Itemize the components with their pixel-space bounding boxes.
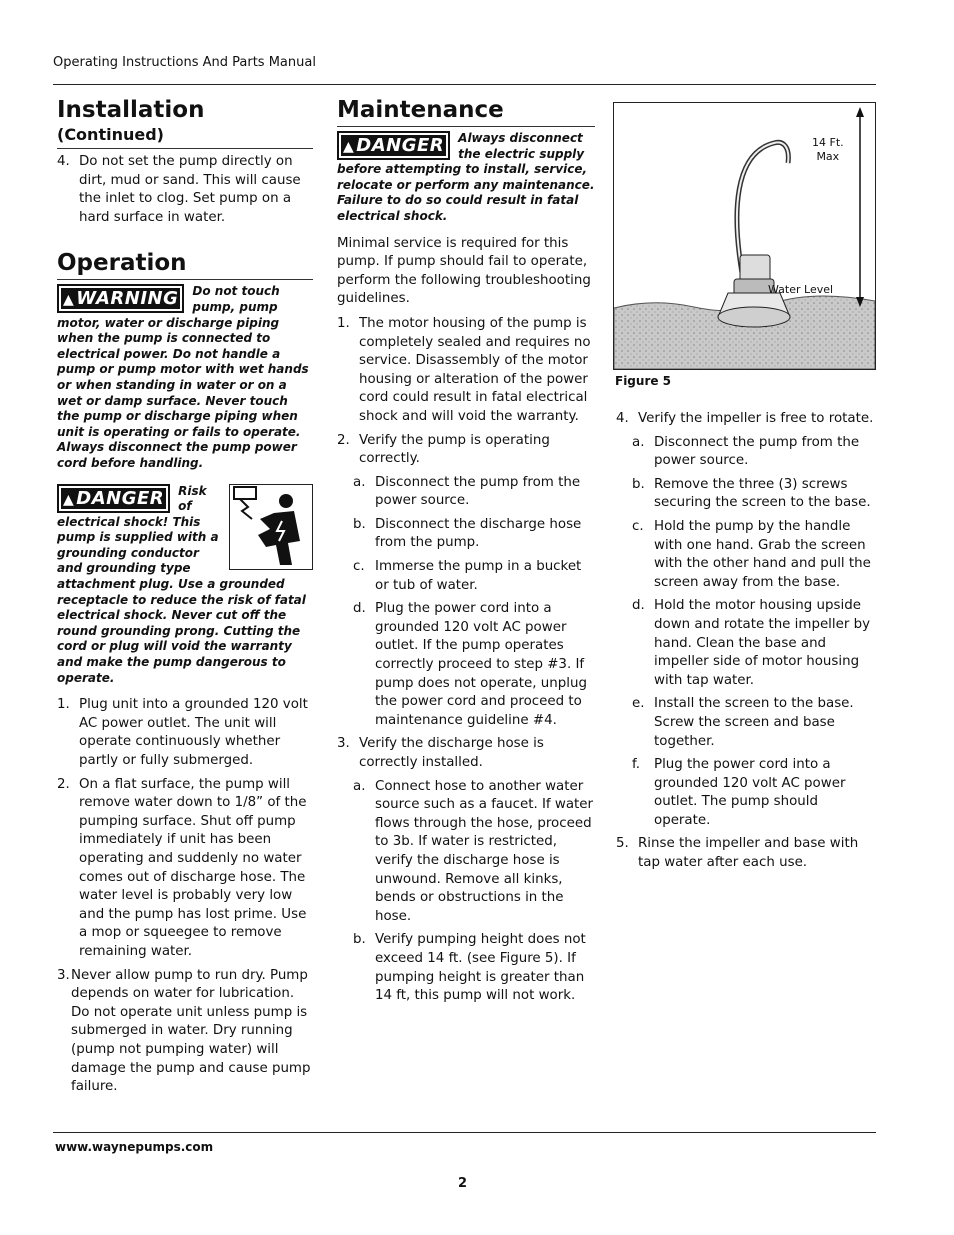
list-text: Disconnect the discharge hose from the pump. — [375, 516, 582, 551]
list-text: Remove the three (3) screws securing the screen to the base. — [654, 476, 871, 511]
list-item — [632, 518, 876, 592]
list-text: Hold the motor housing upside down and rotate the impeller by hand. Clean the base and impeller side of motor housing with tap water. — [654, 598, 871, 688]
danger-block — [337, 131, 595, 225]
list-item — [632, 695, 876, 751]
left-column — [57, 96, 313, 1102]
list-item — [616, 410, 876, 429]
list-item — [353, 474, 595, 511]
list-marker: e. — [632, 696, 645, 712]
alert-triangle-icon: ▲ — [63, 491, 75, 508]
list-text: Plug the power cord into a grounded 120 volt AC power outlet. The pump should operate. — [654, 757, 846, 828]
website-link[interactable]: www.waynepumps.com — [55, 1140, 214, 1154]
manual-header: Operating Instructions And Parts Manual — [53, 55, 316, 70]
footer-rule — [53, 1132, 876, 1133]
list-marker: 1. — [337, 315, 350, 331]
warning-badge: ▲ WARNING — [57, 284, 184, 313]
list-item — [632, 597, 876, 690]
list-marker: 5. — [616, 836, 629, 852]
list-marker: c. — [632, 518, 644, 534]
water-level-label: Water Level — [768, 283, 834, 296]
header-rule — [53, 84, 876, 85]
list-item — [632, 756, 876, 830]
list-marker: a. — [353, 474, 366, 490]
middle-column — [337, 96, 595, 1011]
list-text: Rinse the impeller and base with tap water after each use. — [638, 836, 859, 871]
list-text: Disconnect the pump from the power source. — [654, 434, 860, 469]
list-marker: b. — [353, 932, 366, 948]
list-item — [353, 600, 595, 730]
danger-badge: ▲ DANGER — [57, 484, 170, 513]
list-text: Connect hose to another water source such as a faucet. If water flows through the hose, proceed to 3b. If water is restricted, verify the discharge hose is unwound. Remove all kinks, bends or obstructions in the hose. — [375, 778, 594, 924]
list-item — [616, 835, 876, 872]
alert-triangle-icon: ▲ — [343, 139, 355, 155]
list-item — [353, 516, 595, 553]
list-marker: f. — [632, 757, 640, 773]
list-item — [632, 476, 876, 513]
list-text: Verify pumping height does not exceed 14 ft. (see Figure 5). If pumping height is greater than 14 ft, this pump will not work. — [375, 932, 586, 1004]
list-marker: d. — [353, 601, 366, 617]
alert-triangle-icon: ▲ — [63, 292, 75, 309]
list-item: 3. Never allow pump to run dry. Pump depends on water for lubrication. Do not operate unit unless pump is submerged in water. Dry running (pump not pumping water) will damage the pump and cause pump failure. — [57, 967, 311, 1095]
maintenance-list — [337, 315, 595, 1006]
list-marker: 4. — [616, 411, 629, 426]
list-text: Verify the discharge hose is correctly installed. — [359, 736, 544, 770]
list-item — [353, 931, 595, 1005]
list-item — [353, 558, 595, 595]
list-text: Verify the pump is operating correctly. — [359, 432, 550, 467]
operation-rule — [57, 279, 313, 280]
list-item — [353, 778, 595, 927]
operation-title: Operation — [57, 250, 187, 277]
installation-rule — [57, 148, 313, 149]
list-item: 1. Plug unit into a grounded 120 volt AC power outlet. The unit will operate continuously whether partly or fully submerged. — [57, 697, 308, 768]
list-item: 4. Do not set the pump directly on dirt, mud or sand. This will cause the inlet to clog. Set pump on a hard surface in water. — [57, 154, 301, 225]
list-marker: c. — [353, 559, 365, 575]
list-marker: d. — [632, 598, 645, 614]
maintenance-intro: Minimal service is required for this pump. If pump should fail to operate, perform the following troubleshooting guidelines. — [337, 235, 591, 307]
maintenance-title: Maintenance — [337, 97, 504, 123]
list-marker: a. — [353, 778, 366, 794]
list-marker: b. — [353, 516, 366, 532]
page-number: 2 — [458, 1176, 468, 1191]
warning-text: Do not touch pump, pump motor, water or discharge piping when the pump is connected to electrical power. Do not handle a pump or pump motor with wet hands or when standing in water or on a wet or damp surface. Never touch the pump or discharge piping when unit is operating or fails to operate. Always disconnect the pump power cord before handling. — [57, 284, 309, 470]
list-text: Hold the pump by the handle with one hand. Grab the screen with the other hand and pull the screen away from the base. — [654, 518, 871, 590]
list-item — [632, 434, 876, 471]
list-marker: a. — [632, 434, 645, 450]
list-item: 2. On a flat surface, the pump will remove water down to 1/8” of the pumping surface. Shut off pump immediately if unit has been operating and suddenly no water comes out of discharge hose. The water level is probably very low and the pump has lost prime. Use a mop or squeegee to remove remaining water. — [57, 776, 307, 959]
warning-block — [57, 284, 313, 471]
danger-block — [57, 484, 313, 687]
list-text: Plug the power cord into a grounded 120 volt AC power outlet. If the pump operates correctly proceed to step #3. If pump does not operate, unplug the power cord and proceed to maintenance guideline #4. — [375, 601, 587, 728]
danger-text: Always disconnect the electric supply before attempting to install, service, relocate or perform any maintenance. Failure to do so could result in fatal electrical shock. — [337, 131, 595, 223]
list-text: Install the screen to the base. Screw the screen and base together. — [654, 696, 854, 749]
list-text: Verify the impeller is free to rotate. — [638, 411, 874, 426]
installation-subtitle: (Continued) — [57, 125, 164, 144]
electric-shock-icon — [229, 484, 313, 570]
list-marker: 3. — [337, 736, 350, 752]
list-text: Immerse the pump in a bucket or tub of water. — [375, 559, 582, 593]
installation-title: Installation — [57, 97, 205, 123]
right-column-list — [616, 410, 876, 878]
list-item — [337, 315, 595, 427]
list-marker: 2. — [337, 432, 350, 448]
danger-badge: ▲ DANGER — [337, 131, 450, 160]
list-text: The motor housing of the pump is completely sealed and requires no service. Disassembly of the motor housing or alteration of the power cord could result in fatal electrical shock and will void the warranty. — [359, 315, 591, 424]
list-item — [337, 432, 595, 469]
list-text: Disconnect the pump from the power source. — [375, 474, 581, 509]
danger-text: Risk of electrical shock! This pump is supplied with a grounding conductor and grounding type attachment plug. Use a grounded receptacle to reduce the risk of fatal electrical shock. Never cut off the round grounding prong. Cutting the cord or plug will void the warranty and make the pump dangerous to operate. — [57, 483, 306, 685]
height-label: 14 Ft. Max — [812, 136, 844, 163]
list-item — [337, 735, 595, 772]
list-marker: b. — [632, 476, 645, 492]
figure-caption: Figure 5 — [615, 374, 672, 388]
maintenance-rule — [337, 126, 595, 127]
